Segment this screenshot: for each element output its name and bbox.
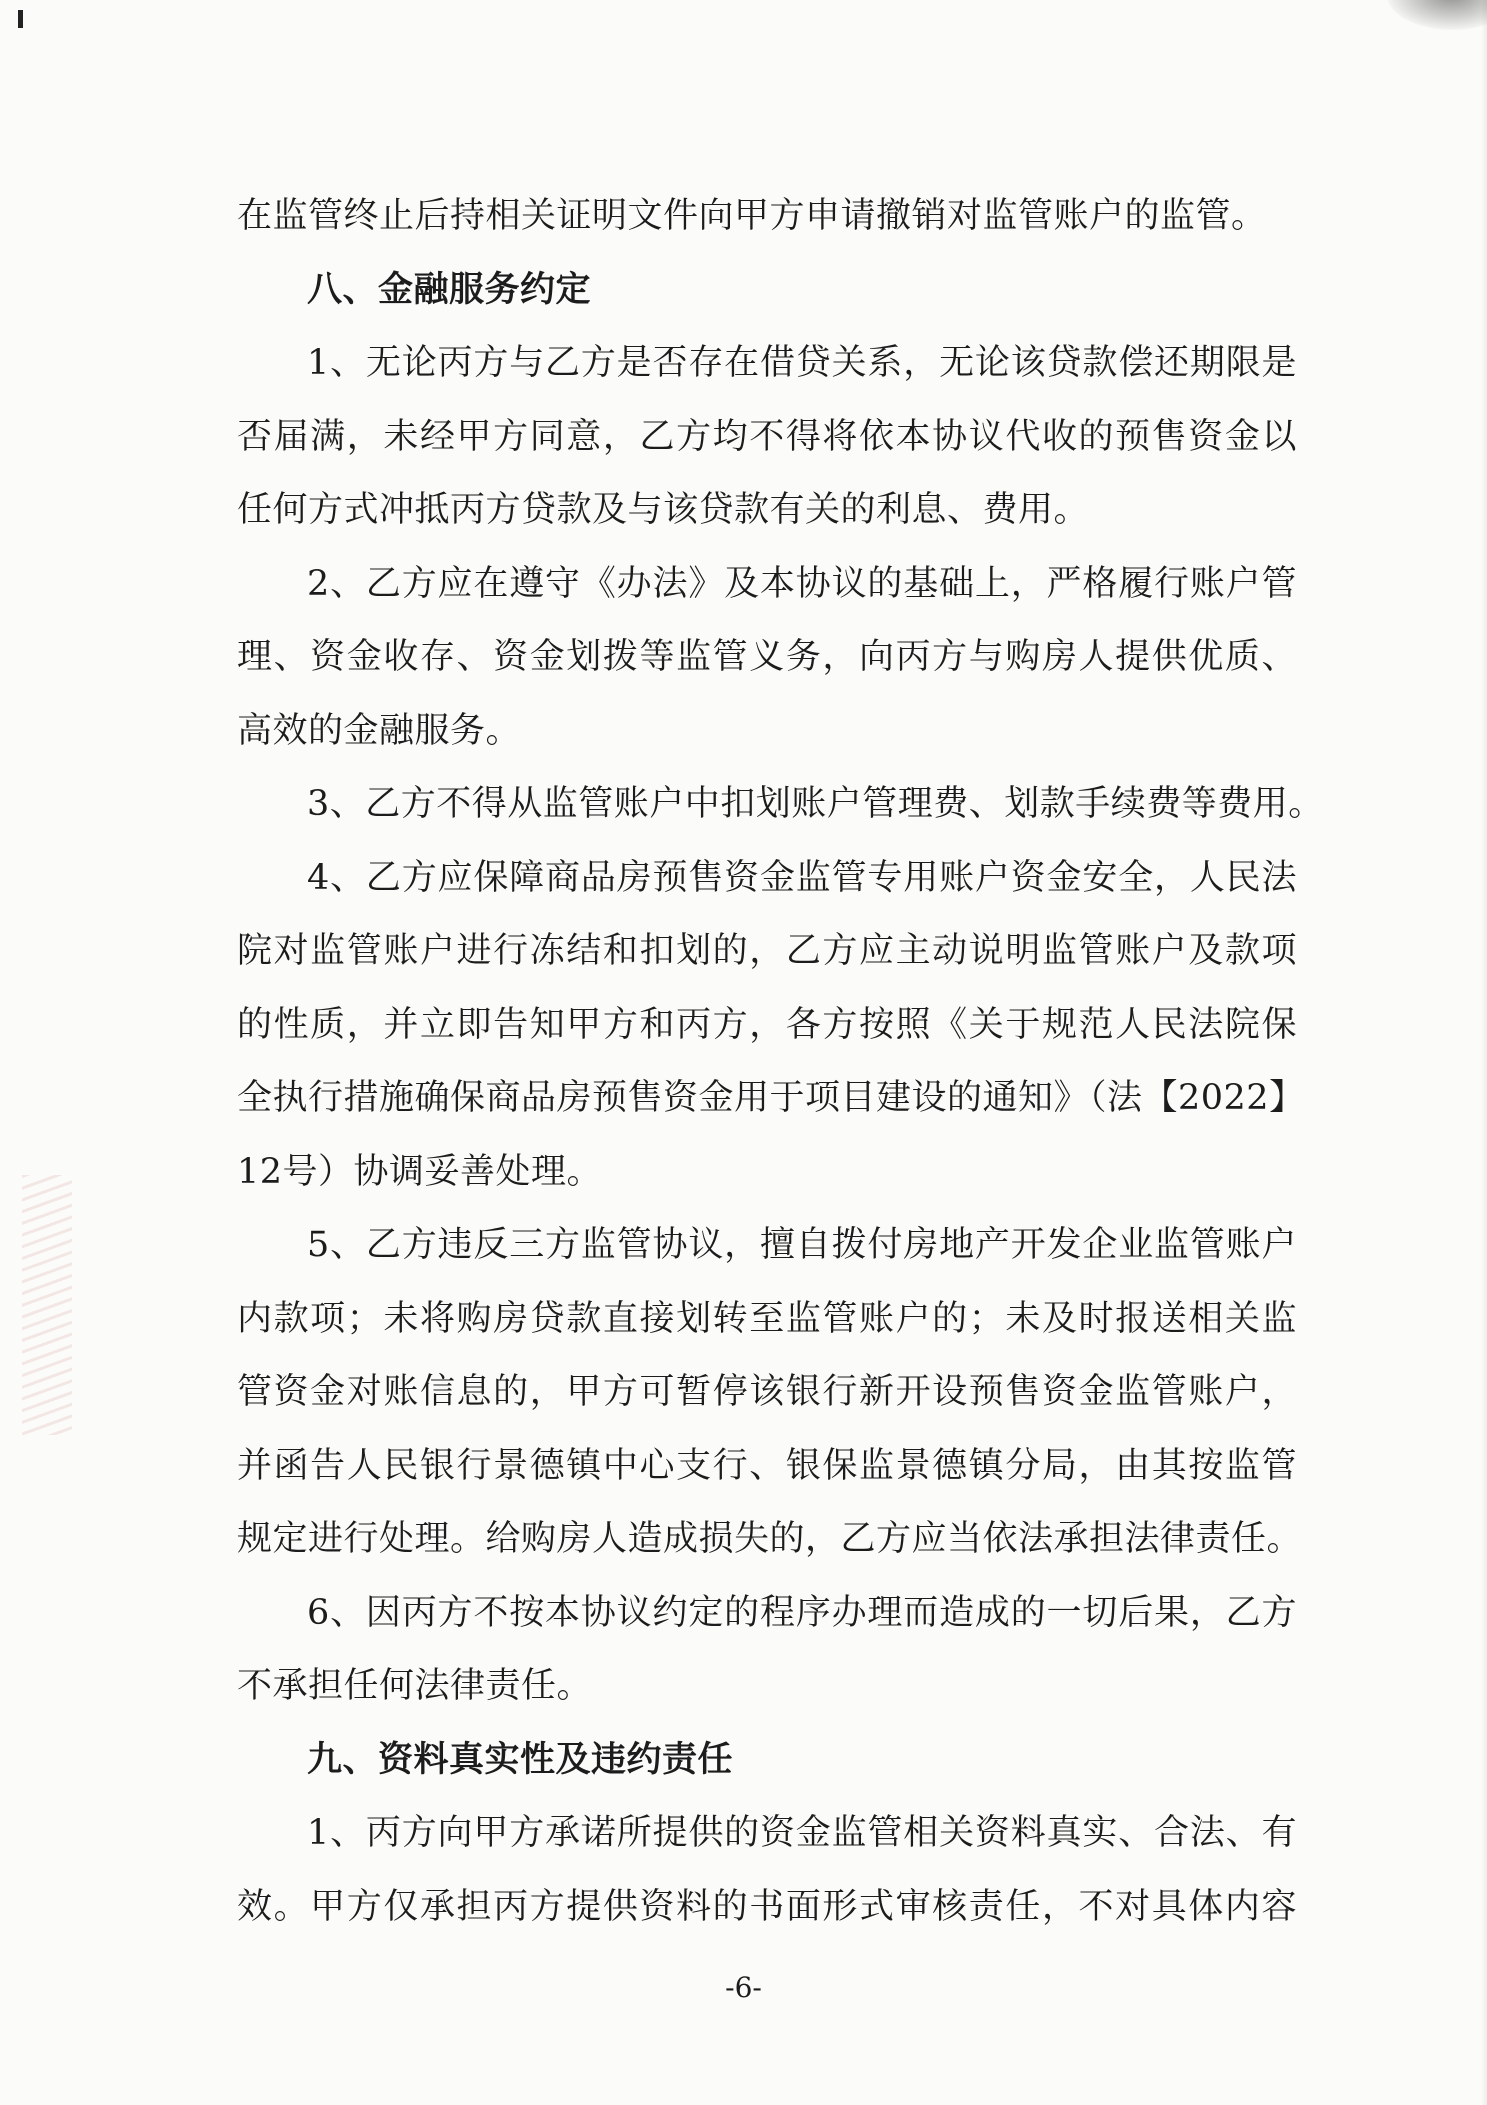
paragraph-line: 的性质，并立即告知甲方和丙方，各方按照《关于规范人民法院保	[237, 1004, 1297, 1045]
scan-shadow	[1387, 0, 1487, 30]
document-body	[237, 180, 1324, 1944]
paragraph-line: 规定进行处理。给购房人造成损失的，乙方应当依法承担法律责任。	[237, 1519, 1303, 1559]
paragraph-line: 管资金对账信息的，甲方可暂停该银行新开设预售资金监管账户，	[237, 1372, 1297, 1412]
paragraph-line: 在监管终止后持相关证明文件向甲方申请撤销对监管账户的监管。	[237, 196, 1267, 236]
paragraph-line: 任何方式冲抵丙方贷款及与该贷款有关的利息、费用。	[237, 490, 1090, 530]
paragraph-line: 5、乙方违反三方监管协议，擅自拨付房地产开发企业监管账户	[307, 1225, 1297, 1265]
paragraph-line: 效。甲方仅承担丙方提供资料的书面形式审核责任，不对具体内容	[237, 1886, 1297, 1927]
section-heading-data-authenticity: 九、资料真实性及违约责任	[307, 1739, 734, 1780]
paragraph-line: 内款项；未将购房贷款直接划转至监管账户的；未及时报送相关监	[237, 1298, 1297, 1339]
paragraph-line: 高效的金融服务。	[237, 710, 522, 751]
paragraph-line: 理、资金收存、资金划拨等监管义务，向丙方与购房人提供优质、	[237, 637, 1297, 677]
section-heading-financial-services: 八、金融服务约定	[307, 269, 592, 310]
paragraph-line: 院对监管账户进行冻结和扣划的，乙方应主动说明监管账户及款项	[237, 931, 1297, 971]
paragraph-line: 不承担任何法律责任。	[237, 1666, 593, 1706]
paragraph-line: 2、乙方应在遵守《办法》及本协议的基础上，严格履行账户管	[307, 563, 1297, 604]
scan-edge	[1481, 0, 1487, 2105]
paragraph-line: 全执行措施确保商品房预售资金用于项目建设的通知》（法【2022】	[237, 1078, 1305, 1118]
paragraph-line: 否届满，未经甲方同意，乙方均不得将依本协议代收的预售资金以	[237, 416, 1297, 457]
paragraph-line: 1、无论丙方与乙方是否存在借贷关系，无论该贷款偿还期限是	[307, 343, 1297, 383]
paragraph-line: 12号）协调妥善处理。	[237, 1151, 603, 1192]
seal-trace	[22, 1175, 72, 1435]
paragraph-line: 并函告人民银行景德镇中心支行、银保监景德镇分局，由其按监管	[237, 1445, 1297, 1486]
paragraph-line: 3、乙方不得从监管账户中扣划账户管理费、划款手续费等费用。	[307, 784, 1324, 824]
scan-mark	[18, 10, 23, 28]
paragraph-line: 1、丙方向甲方承诺所提供的资金监管相关资料真实、合法、有	[307, 1813, 1297, 1853]
paragraph-line: 4、乙方应保障商品房预售资金监管专用账户资金安全，人民法	[307, 857, 1297, 898]
page-number: -6-	[725, 1971, 762, 2004]
paragraph-line: 6、因丙方不按本协议约定的程序办理而造成的一切后果，乙方	[307, 1592, 1297, 1633]
